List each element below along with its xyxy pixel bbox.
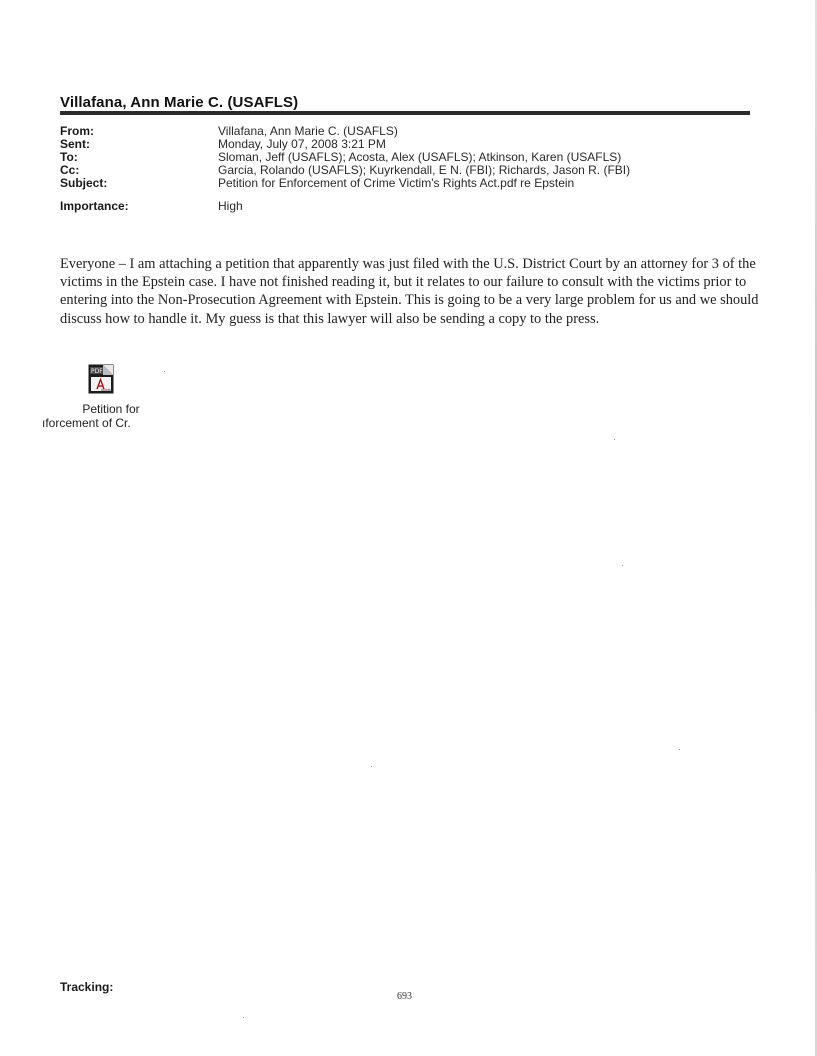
from-label: From:	[60, 124, 94, 138]
scan-speck	[622, 565, 623, 566]
scan-speck	[614, 439, 615, 440]
page-number: 693	[397, 991, 412, 1002]
email-headers	[60, 125, 750, 213]
scan-speck	[679, 749, 680, 750]
from-value: Villafana, Ann Marie C. (USAFLS)	[218, 124, 398, 138]
subject-label: Subject:	[60, 176, 108, 190]
attachment-label-line1: Petition for	[82, 402, 140, 416]
email-title: Villafana, Ann Marie C. (USAFLS)	[60, 94, 299, 111]
attachment-label	[42, 402, 166, 430]
pdf-brand-text: Adobe	[101, 388, 113, 392]
sent-value: Monday, July 07, 2008 3:21 PM	[218, 137, 386, 151]
header-subject	[60, 177, 750, 190]
tracking-label: Tracking:	[60, 980, 114, 994]
pdf-file-icon	[88, 364, 114, 394]
email-body: Everyone – I am attaching a petition that apparently was just filed with the U.S. District Court by an attorney for 3 of the victims in the Epstein case. I have not finished reading it, but it relates to our failure to consult with the victims prior to entering into the Non-Prosecution Agreement with Epstein. This is going to be a very large problem for us and we should discuss how to handle it. My guess is that this lawyer will also be sending a copy to the press.	[60, 256, 759, 327]
scan-speck	[243, 1017, 244, 1018]
to-label: To:	[60, 150, 78, 164]
sent-label: Sent:	[60, 137, 90, 151]
scan-speck	[371, 766, 372, 767]
attachment-label-line2: ıforcement of Cr.	[42, 415, 131, 430]
header-from	[60, 125, 750, 138]
importance-label: Importance:	[60, 199, 129, 213]
scan-speck	[164, 371, 165, 372]
cc-label: Cc:	[60, 163, 80, 177]
to-value: Sloman, Jeff (USAFLS); Acosta, Alex (USAFLS); Atkinson, Karen (USAFLS)	[218, 150, 622, 164]
importance-value: High	[218, 199, 243, 213]
header-importance	[60, 200, 750, 213]
pdf-badge-text: PDF	[91, 368, 103, 375]
cc-value: Garcia, Rolando (USAFLS); Kuyrkendall, E N. (FBI); Richards, Jason R. (FBI)	[218, 163, 631, 177]
subject-value: Petition for Enforcement of Crime Victim's Rights Act.pdf re Epstein	[218, 176, 575, 190]
title-divider	[60, 111, 750, 115]
